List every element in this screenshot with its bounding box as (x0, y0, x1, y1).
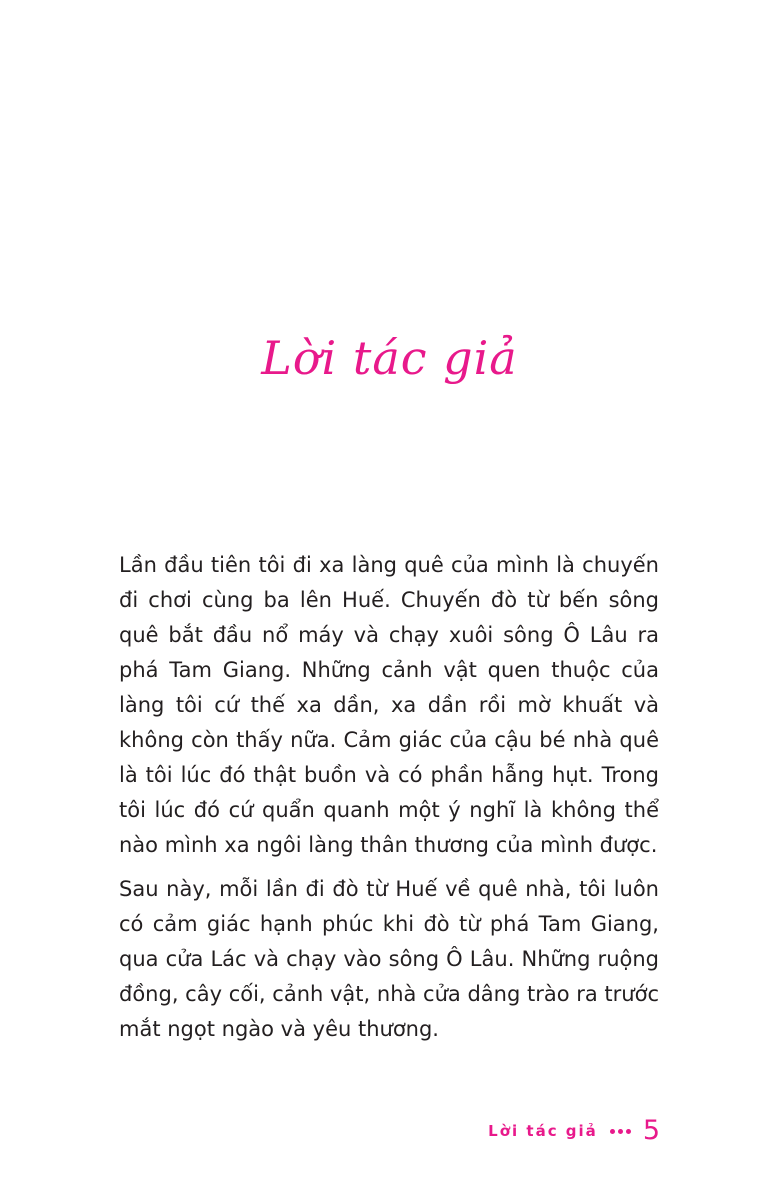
paragraph-2: Sau này, mỗi lần đi đò từ Huế về quê nhà, tôi luôn có cảm giác hạnh phúc khi đò từ phá Tam Giang, qua cửa Lác và chạy vào sông Ô Lâu. Những ruộng đồng, cây cối, cảnh vật, nhà cửa dâng trào ra trước mắt ngọt ngào và yêu thương. (119, 877, 659, 1041)
body-text (119, 548, 659, 1047)
page-number: 5 (642, 1115, 660, 1146)
page-footer (488, 1113, 660, 1149)
chapter-title: Lời tác giả (261, 331, 518, 385)
running-title: Lời tác giả (488, 1122, 598, 1140)
paragraph-1: Lần đầu tiên tôi đi xa làng quê của mình là chuyến đi chơi cùng ba lên Huế. Chuyến đò từ bến sông quê bắt đầu nổ máy và chạy xuôi sông Ô Lâu ra phá Tam Giang. Những cảnh vật quen thuộc của làng tôi cứ thế xa dần, xa dần rồi mờ khuất và không còn thấy nữa. Cảm giác của cậu bé nhà quê là tôi lúc đó thật buồn và có phần hẫng hụt. Trong tôi lúc đó cứ quẩn quanh một ý nghĩ là không thể nào mình xa ngôi làng thân thương của mình được. (119, 553, 659, 857)
ellipsis-dots-icon (610, 1129, 631, 1134)
